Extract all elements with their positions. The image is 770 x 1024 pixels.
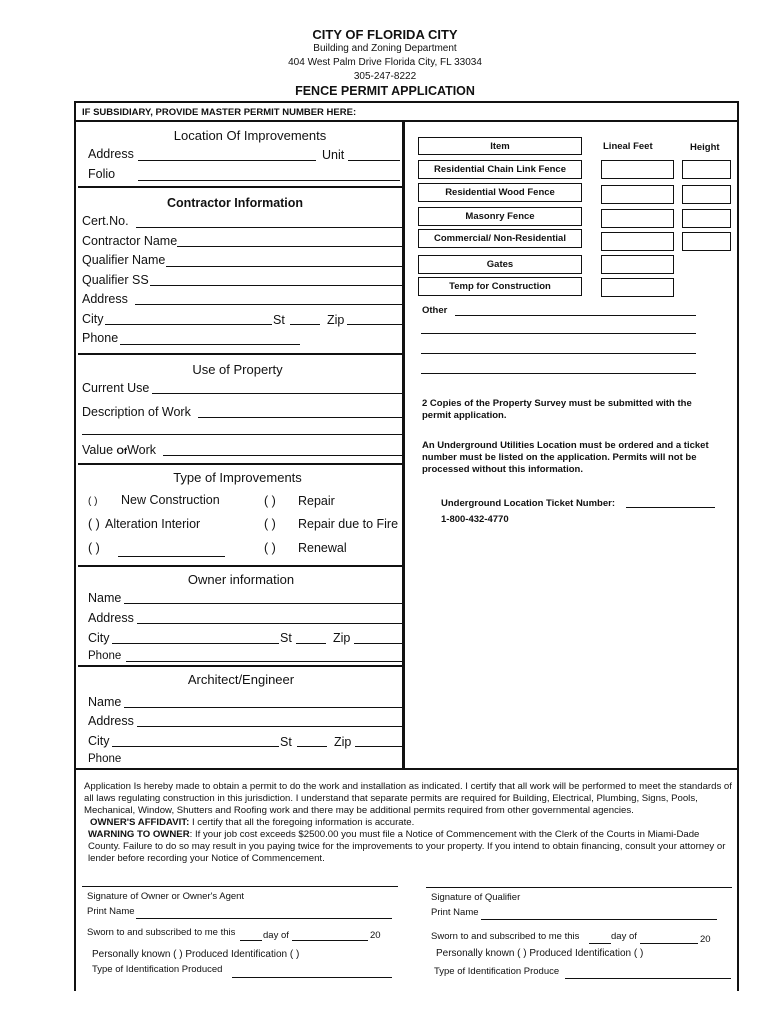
- location-folio-label: Folio: [88, 167, 116, 181]
- description-label: Description of Work: [82, 405, 191, 419]
- contractor-city-label: City: [82, 312, 104, 326]
- qualifier-day-of-label: day of: [611, 931, 637, 942]
- warning-label: WARNING TO OWNER: [88, 829, 190, 840]
- office-phone: 305-247-8222: [353, 71, 417, 82]
- contractor-name-field[interactable]: [177, 246, 402, 247]
- value-of-word: Of: [116, 446, 128, 457]
- architect-city-label: City: [88, 734, 110, 748]
- other-improvement-checkbox[interactable]: ( ): [88, 541, 100, 555]
- qualifier-id-type-field[interactable]: [565, 978, 731, 979]
- item-gates: Gates: [418, 255, 582, 274]
- owner-divider: [78, 665, 404, 667]
- architect-heading: Architect/Engineer: [187, 672, 295, 687]
- owner-month-field[interactable]: [292, 940, 368, 941]
- improvements-divider: [78, 565, 404, 567]
- repair-label: Repair: [298, 494, 335, 508]
- architect-address-label: Address: [88, 714, 134, 728]
- new-construction-label: New Construction: [121, 493, 220, 507]
- owner-print-field[interactable]: [136, 918, 392, 919]
- contractor-name-label: Contractor Name: [82, 234, 178, 248]
- owner-phone-label: Phone: [88, 650, 122, 662]
- owner-known-label: Personally known ( ) Produced Identification ( ): [92, 949, 300, 960]
- owner-id-type-label: Type of Identification Produced: [92, 964, 223, 975]
- use-divider: [78, 463, 404, 465]
- subsidiary-label: IF SUBSIDIARY, PROVIDE MASTER PERMIT NUMBER HERE:: [82, 107, 357, 118]
- contractor-divider: [78, 353, 404, 355]
- architect-name-field[interactable]: [124, 707, 402, 708]
- owner-day-of-label: day of: [263, 930, 289, 941]
- contractor-cert-label: Cert.No.: [82, 214, 129, 228]
- owner-zip-label: Zip: [333, 631, 351, 645]
- owner-city-label: City: [88, 631, 110, 645]
- qualifier-name-label: Qualifier Name: [82, 253, 166, 267]
- architect-st-field[interactable]: [297, 746, 327, 747]
- new-construction-checkbox[interactable]: ( ): [88, 496, 98, 507]
- ticket-phone: 1-800-432-4770: [441, 514, 509, 525]
- value-field[interactable]: [163, 455, 402, 456]
- qualifier-year-label: 20: [700, 934, 711, 945]
- office-address: 404 West Palm Drive Florida City, FL 33034: [288, 57, 482, 68]
- location-folio-field[interactable]: [138, 180, 400, 181]
- owner-print-label: Print Name: [87, 906, 135, 917]
- architect-address-field[interactable]: [137, 726, 402, 727]
- chain-link-height-input[interactable]: [682, 160, 731, 179]
- qualifier-signature-label: Signature of Qualifier: [431, 892, 521, 903]
- subsidiary-divider: [74, 120, 739, 122]
- other-field-2[interactable]: [421, 333, 696, 334]
- contractor-st-label: St: [273, 313, 285, 327]
- warning-text: : If your job cost exceeds $2500.00 you must file a Notice of Commencement with the Clerk of the Courts in Miami-Dade County. Failure to do so may result in you paying twice for the improvements to your property. If you intend to obtain financing, consult your attorney or lender before recording your Notice of Commencement.: [88, 829, 726, 864]
- city-title: CITY OF FLORIDA CITY: [312, 27, 458, 42]
- contractor-cert-field[interactable]: [136, 227, 402, 228]
- architect-name-label: Name: [88, 695, 122, 709]
- architect-phone-label: Phone: [88, 753, 122, 765]
- alteration-checkbox[interactable]: ( ): [88, 517, 100, 531]
- commercial-lineal-feet-input[interactable]: [601, 232, 674, 251]
- other-field-1[interactable]: [455, 315, 696, 316]
- improvements-heading: Type of Improvements: [173, 470, 302, 485]
- contractor-address-field[interactable]: [135, 304, 402, 305]
- qualifier-name-field[interactable]: [166, 266, 402, 267]
- form-title: FENCE PERMIT APPLICATION: [295, 84, 475, 98]
- wood-height-input[interactable]: [682, 185, 731, 204]
- owner-phone-field[interactable]: [126, 661, 402, 662]
- architect-city-field[interactable]: [112, 746, 279, 747]
- owner-address-field[interactable]: [137, 623, 402, 624]
- lineal-feet-header: Lineal Feet: [603, 141, 653, 152]
- height-header: Height: [690, 142, 720, 153]
- owner-name-field[interactable]: [124, 603, 402, 604]
- frame-top: [74, 101, 739, 103]
- architect-zip-label: Zip: [334, 735, 352, 749]
- department: Building and Zoning Department: [313, 43, 457, 54]
- location-address-field[interactable]: [138, 160, 316, 161]
- gates-lineal-feet-input[interactable]: [601, 255, 674, 274]
- item-chain-link: Residential Chain Link Fence: [418, 160, 582, 179]
- renewal-checkbox[interactable]: ( ): [264, 541, 276, 555]
- owner-st-label: St: [280, 631, 292, 645]
- owners-affidavit: [90, 817, 730, 829]
- location-heading: Location Of Improvements: [173, 128, 327, 143]
- contractor-zip-label: Zip: [327, 313, 345, 327]
- frame-left: [74, 101, 76, 991]
- contractor-phone-label: Phone: [82, 331, 119, 345]
- owner-signature-line[interactable]: [82, 886, 398, 887]
- owner-city-field[interactable]: [112, 643, 279, 644]
- other-improvement-field[interactable]: [118, 556, 225, 557]
- commercial-height-input[interactable]: [682, 232, 731, 251]
- item-wood: Residential Wood Fence: [418, 183, 582, 202]
- alteration-label: Alteration Interior: [105, 517, 201, 531]
- qualifier-signature-line[interactable]: [426, 887, 732, 888]
- item-temp: Temp for Construction: [418, 277, 582, 296]
- description-field[interactable]: [198, 417, 402, 418]
- item-header: Item: [418, 137, 582, 155]
- owner-sworn-label: Sworn to and subscribed to me this: [87, 927, 236, 938]
- owner-address-label: Address: [88, 611, 134, 625]
- masonry-height-input[interactable]: [682, 209, 731, 228]
- owner-name-label: Name: [88, 591, 122, 605]
- qualifier-print-field[interactable]: [481, 919, 717, 920]
- masonry-lineal-feet-input[interactable]: [601, 209, 674, 228]
- repair-fire-label: Repair due to Fire: [298, 517, 399, 531]
- other-field-4[interactable]: [421, 373, 696, 374]
- other-label: Other: [422, 305, 448, 316]
- contractor-phone-field[interactable]: [120, 344, 300, 345]
- other-field-3[interactable]: [421, 353, 696, 354]
- description-field-2[interactable]: [82, 434, 402, 435]
- utilities-note: An Underground Utilities Location must be ordered and a ticket number must be listed on the application. Permits will not be processed without this information.: [422, 440, 709, 475]
- contractor-zip-field[interactable]: [347, 324, 402, 325]
- qualifier-ss-label: Qualifier SS: [82, 273, 149, 287]
- item-masonry: Masonry Fence: [418, 207, 582, 226]
- use-heading: Use of Property: [192, 362, 283, 377]
- qualifier-known-label: Personally known ( ) Produced Identification ( ): [436, 948, 644, 959]
- column-divider: [402, 120, 405, 770]
- contractor-heading: Contractor Information: [166, 196, 304, 210]
- qualifier-sworn-label: Sworn to and subscribed to me this: [431, 931, 580, 942]
- frame-right: [737, 101, 739, 991]
- owner-signature-label: Signature of Owner or Owner's Agent: [87, 891, 245, 902]
- location-unit-field[interactable]: [348, 160, 400, 161]
- qualifier-ss-field[interactable]: [150, 285, 402, 286]
- ticket-label: Underground Location Ticket Number:: [441, 498, 616, 509]
- wood-lineal-feet-input[interactable]: [601, 185, 674, 204]
- temp-lineal-feet-input[interactable]: [601, 278, 674, 297]
- current-use-label: Current Use: [82, 381, 150, 395]
- qualifier-id-type-label: Type of Identification Produce: [434, 966, 560, 977]
- owner-st-field[interactable]: [296, 643, 326, 644]
- location-unit-label: Unit: [322, 148, 345, 162]
- affidavit-label: OWNER'S AFFIDAVIT:: [90, 817, 190, 828]
- current-use-field[interactable]: [152, 393, 402, 394]
- ticket-number-field[interactable]: [626, 507, 715, 508]
- architect-zip-field[interactable]: [355, 746, 402, 747]
- contractor-st-field[interactable]: [290, 324, 320, 325]
- repair-checkbox[interactable]: ( ): [264, 494, 276, 508]
- contractor-address-label: Address: [82, 292, 128, 306]
- owner-zip-field[interactable]: [354, 643, 402, 644]
- architect-st-label: St: [280, 735, 292, 749]
- qualifier-print-label: Print Name: [431, 907, 479, 918]
- owner-id-type-field[interactable]: [232, 977, 392, 978]
- owner-sworn-day-field[interactable]: [240, 940, 262, 941]
- owner-heading: Owner information: [187, 572, 295, 587]
- location-divider: [78, 186, 404, 188]
- qualifier-sworn-day-field[interactable]: [589, 943, 611, 944]
- owner-year-label: 20: [370, 930, 381, 941]
- warning-to-owner: [88, 829, 728, 865]
- chain-link-lineal-feet-input[interactable]: [601, 160, 674, 179]
- item-commercial: Commercial/ Non-Residential: [418, 229, 582, 248]
- repair-fire-checkbox[interactable]: ( ): [264, 517, 276, 531]
- value-work-word: Work: [127, 443, 157, 457]
- survey-note: 2 Copies of the Property Survey must be submitted with the permit application.: [422, 398, 692, 421]
- location-address-label: Address: [88, 147, 134, 161]
- renewal-label: Renewal: [298, 541, 347, 555]
- value-label: [82, 443, 156, 457]
- legal-divider: [74, 768, 739, 770]
- qualifier-month-field[interactable]: [640, 943, 698, 944]
- contractor-city-field[interactable]: [105, 324, 272, 325]
- value-word: Value: [82, 443, 114, 457]
- application-statement: Application Is hereby made to obtain a permit to do the work and installation as indicated. I certify that all work will be performed to meet the standards of all laws regulating construction in this jurisdiction. I understand that separate permits are required for Building, Electrical, Plumbing, Signs, Pools, Mechanical, Window, Shutters and Roofing work and there may be additional permits required from other governmental agencies.: [84, 781, 732, 816]
- affidavit-text: I certify that all the foregoing information is accurate.: [189, 817, 415, 828]
